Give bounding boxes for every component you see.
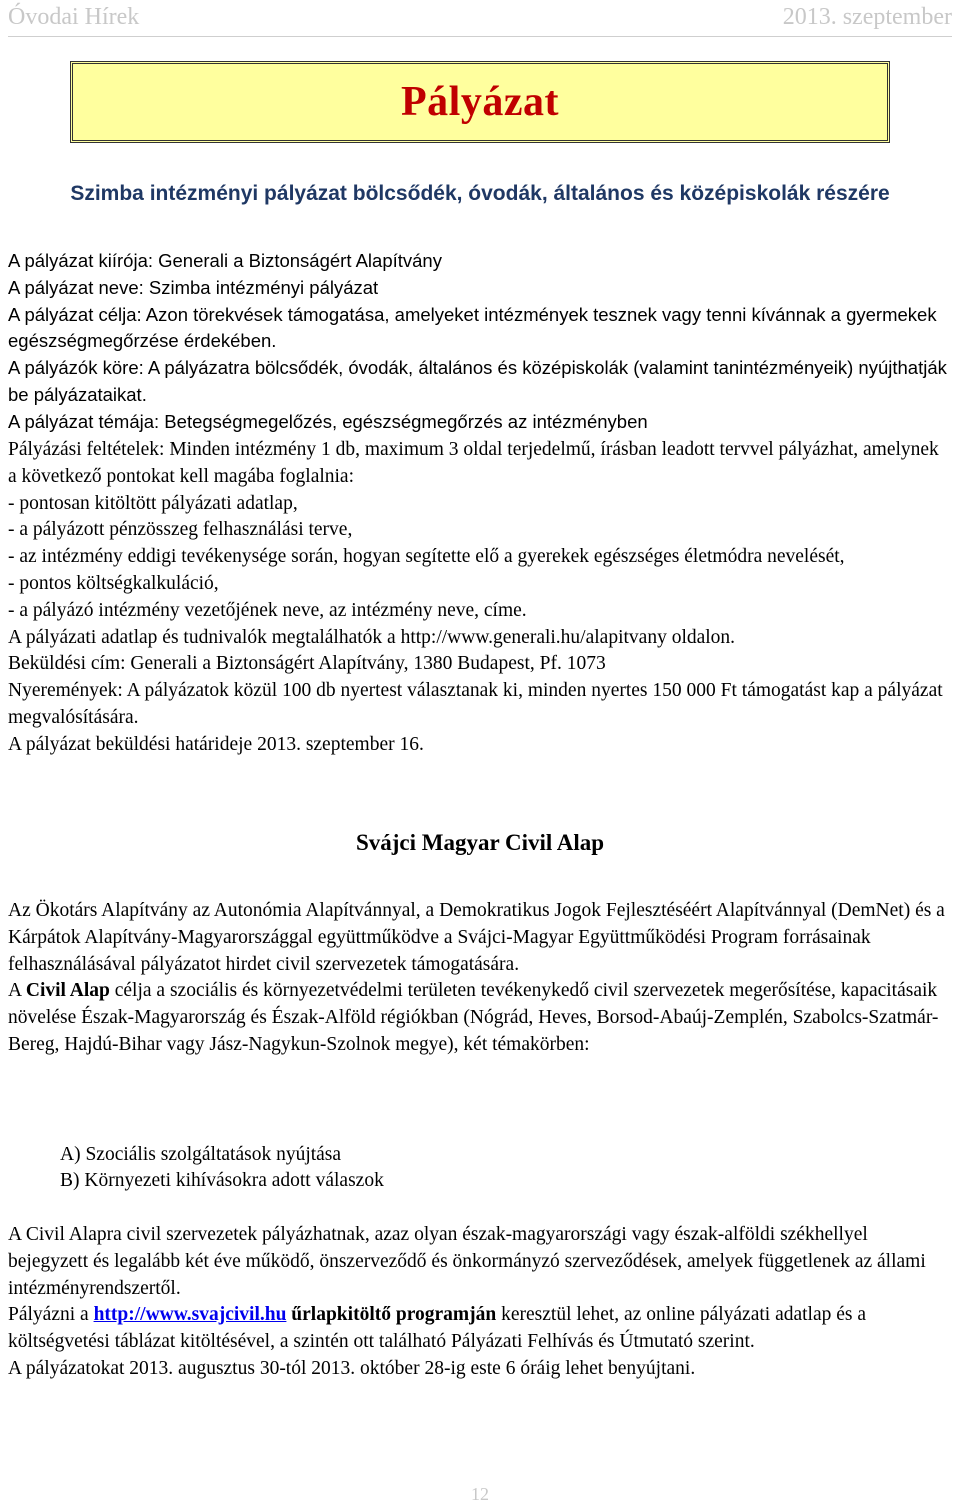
paragraph-hatarido: A pályázat beküldési határideje 2013. szeptember 16. [8,733,424,755]
civil-alap-details [8,1222,952,1383]
subtitle-rest: intézményi pályázat bölcsődék, óvodák, általános és középiskolák részére [143,182,890,205]
list-item: - a pályázó intézmény vezetőjének neve, az intézmény neve, címe. [8,599,527,621]
apply-bold: űrlapkitöltő programján [286,1304,497,1326]
paragraph-feltetelek: Pályázási feltételek: Minden intézmény 1 db, maximum 3 oldal terjedelmű, írásban leadott tervvel pályázhat, amelynek a következő pontokat kell magába foglalnia: [8,439,939,487]
paragraph-bekuldesi-cim: Beküldési cím: Generali a Biztonságért Alapítvány, 1380 Budapest, Pf. 1073 [8,653,606,675]
paragraph-deadline: A pályázatokat 2013. augusztus 30-tól 2013. október 28-ig este 6 óráig lehet benyújtani. [8,1357,696,1379]
paragraph-adatlap: A pályázati adatlap és tudnivalók megtalálhatók a http://www.generali.hu/alapitvany oldalon. [8,626,736,648]
section-title: Svájci Magyar Civil Alap [355,830,605,855]
paragraph-neve: A pályázat neve: Szimba intézményi pályázat [8,276,379,298]
topic-item: A) Szociális szolgáltatások nyújtása [60,1144,342,1165]
paragraph-kiiro: A pályázat kiírója: Generali a Biztonságért Alapítvány [8,250,442,271]
topics-list [60,1142,384,1194]
szimba-details [8,248,952,436]
publication-title: Óvodai Hírek [8,4,140,30]
page-header [8,4,952,34]
list-item: - pontos költségkalkuláció, [8,572,219,594]
paragraph-apply: Pályázni a http://www.svajcivil.hu űrlapkitöltő programján keresztül lehet, az online pályázati adatlap és a költségvetési táblázat kitöltésével, a szintén ott található Pályázati Felhívás és Útmutató szerint. [8,1304,867,1353]
article-subtitle [0,182,960,206]
list-item: - az intézmény eddigi tevékenysége során, hogyan segítette elő a gyerekek egészséges életmódra nevelését, [8,546,845,568]
header-divider [8,36,952,37]
topic-item: B) Környezeti kihívásokra adott válaszok [60,1170,384,1191]
paragraph-temaja: A pályázat témája: Betegségmegelőzés, egészségmegőrzés az intézményben [8,410,648,432]
civil-alap-intro [8,898,952,1059]
paragraph-celja: A Civil Alap célja a szociális és környezetvédelmi területen tevékenykedő civil szervezetek megerősítése, kapacitásaik növelése Észak-Magyarország és Észak-Alföld régiókban (Nógrád, Heves, Borsod-Abaúj-Zemplén, Szabolcs-Szatmár-Bereg, Hajdú-Bihar vagy Jász-Nagykun-Szolnok megye), két témakörben: [8,980,939,1055]
paragraph-eligibility: A Civil Alapra civil szervezetek pályázhatnak, azaz olyan észak-magyarországi vagy észak-alföldi székhellyel bejegyzett és legalább két éve működő, önszerveződő és önkormányzó szerveződések, amelyek függetlenek az állami intézményrendszertől. [8,1224,926,1299]
list-item: - a pályázott pénzösszeg felhasználási terve, [8,519,353,541]
list-item: - pontosan kitöltött pályázati adatlap, [8,492,298,514]
paragraph-kore: A pályázók köre: A pályázatra bölcsődék, óvodák, általános és középiskolák (valamint tanintézményeik) nyújthatják be pályázataikat. [8,357,947,405]
subtitle-highlight: Szimba [70,182,144,205]
title-banner [70,61,890,143]
paragraph-intro: Az Ökotárs Alapítvány az Autonómia Alapítvánnyal, a Demokratikus Jogok Fejlesztéséért Alapítvánnyal (DemNet) és a Kárpátok Alapítvány-Magyarországgal együttműködve a Svájci-Magyar Együttműködési Program forrásainak felhasználásával pályázatot hirdet civil szervezetek támogatására. [8,900,945,975]
svajcivil-link[interactable]: http://www.svajcivil.hu [93,1304,287,1326]
page-title: Pályázat [401,79,559,125]
szimba-conditions [8,437,952,759]
paragraph-nyeremenyek: Nyeremények: A pályázatok közül 100 db nyertest választanak ki, minden nyertes 150 000 Ft támogatást kap a pályázat megvalósítására. [8,680,943,728]
page-number: 12 [471,1484,489,1504]
civil-alap-bold: Civil Alap [25,980,110,1002]
paragraph-celja: A pályázat célja: Azon törekvések támogatása, amelyeket intézmények tesznek vagy tenni kívánnak a gyermekek egészségmegőrzése érdekében. [8,303,937,352]
issue-date: 2013. szeptember [782,4,952,30]
